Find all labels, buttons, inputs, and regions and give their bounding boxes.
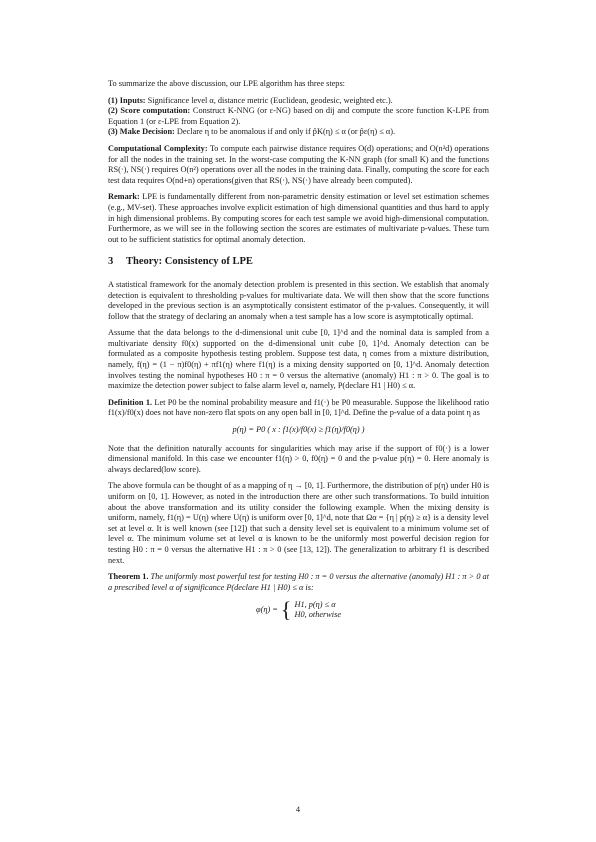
decision-rule-equation	[108, 599, 489, 621]
algorithm-steps	[108, 96, 489, 138]
theorem-paragraph	[108, 572, 489, 593]
complexity-text: To compute each pairwise distance requires O(d) operations; and O(n²d) operations for all the nodes in the training set. In the worst-case computing the K-NN graph (for small K) and the functions RS(·), NS(·) requires O(n²) operations over all the nodes in the training data. Finally, computing the score for each test data requires O(nd+n) operations(given that RS(·), NS(·) have already been computed).	[108, 143, 489, 185]
equation-case-1: H1, p(η) ≤ α	[294, 600, 336, 610]
pvalue-equation: p(η) = P0 ( x : f1(x)/f0(x) ≥ f1(η)/f0(η) )	[232, 425, 365, 435]
theorem-text: The uniformly most powerful test for testing H0 : π = 0 versus the alternative (anomaly) H1 : π > 0 at a prescribed level α of significance P(declare H1 | H0) ≤ α is:	[108, 572, 490, 592]
page-body	[108, 79, 489, 631]
step-inputs	[108, 96, 489, 107]
step-decision	[108, 127, 489, 138]
section-heading	[108, 257, 489, 268]
intro-paragraph: To summarize the above discussion, our LPE algorithm has three steps:	[108, 79, 345, 88]
equation-case-2: H0, otherwise	[294, 610, 342, 620]
step-label: (2) Score computation:	[108, 106, 191, 116]
theorem-label: Theorem 1.	[108, 572, 149, 582]
step-score	[108, 106, 489, 127]
section-number: 3	[108, 256, 114, 268]
definition-paragraph	[108, 398, 489, 419]
step-label: (3) Make Decision:	[108, 127, 175, 137]
remark-label: Remark:	[108, 192, 140, 202]
theory-paragraph-1: A statistical framework for the anomaly detection problem is presented in this section. We establish that anomaly detection is equivalent to thresholding p-values for multivariate data. We will then show that the score functions developed in the previous section is an asymptotically consistent estimator of the p-values. Consequently, it will follow that the strategy of declaring an anomaly when a test sample has a low score is asymptotically optimal.	[108, 279, 489, 321]
definition-text: Let P0 be the nominal probability measure and f1(·) be P0 measurable. Suppose the likelihood ratio f1(x)/f0(x) does not have non-zero flat spots on any open ball in [0, 1]^d. Define the p-value of a data point η as	[108, 397, 489, 418]
definition-label: Definition 1.	[108, 397, 153, 407]
step-label: (1) Inputs:	[108, 95, 146, 105]
complexity-label: Computational Complexity:	[108, 143, 208, 153]
theory-paragraph-4: The above formula can be thought of as a mapping of η → [0, 1]. Furthermore, the distribution of p(η) under H0 is uniform on [0, 1]. However, as noted in the introduction there are other such transformations. To build intuition about the above transformation and its utility consider the following example. When the mixing density is uniform, namely, f1(η) = U(η) where U(η) is uniform over [0, 1]^d, note that Ωα = {η | p(η) ≥ α} is a density level set at level α. It is well known (see [12]) that such a density level set is equivalent to a minimum volume set of level α. The minimum volume set at level α is known to be the uniformly most powerful decision region for testing H0 : π = 0 versus the alternative H1 : π > 0 (see [13, 12]). The generalization to arbitrary f1 is described next.	[108, 481, 489, 565]
step-text: Significance level α, distance metric (Euclidean, geodesic, weighted etc.).	[147, 95, 393, 105]
equation-lhs: φ(η) =	[255, 605, 278, 615]
left-brace: {	[280, 597, 292, 623]
theory-paragraph-2: Assume that the data belongs to the d-dimensional unit cube [0, 1]^d and the nominal data is sampled from a multivariate density f0(x) supported on the d-dimensional unit cube [0, 1]^d. Anomaly detection can be formulated as a composite hypothesis testing problem. Suppose test data, η comes from a mixture distribution, namely, f(η) = (1 − π)f0(η) + πf1(η) where f1(η) is a mixing density supported on [0, 1]^d. Anomaly detection involves testing the nominal hypotheses H0 : π = 0 versus the alternative (anomaly) H1 : π > 0. The goal is to maximize the detection power subject to false alarm level α, namely, P(declare H1 | H0) ≤ α.	[108, 328, 489, 391]
remark-paragraph	[108, 192, 489, 245]
remark-text: LPE is fundamentally different from non-parametric density estimation or level set estimation schemes (e.g., MV-set). These approaches involve explicit estimation of high dimensional quantities and thus hard to apply in high dimensional problems. By computing scores for each test sample we avoid high-dimensional computation. Furthermore, as we will see in the following section the scores are estimates of multivariate p-values. These turn out to be sufficient statistics for optimal anomaly detection.	[108, 192, 489, 244]
page-number: 4	[295, 805, 301, 814]
complexity-paragraph	[108, 144, 489, 186]
section-title: Theory: Consistency of LPE	[126, 256, 253, 268]
step-text: Construct K-NNG (or ε-NG) based on dij and compute the score function K-LPE from Equation 1 (or ε-LPE from Equation 2).	[108, 106, 490, 126]
theory-paragraph-3: Note that the definition naturally accounts for singularities which may arise if the support of f0(·) is a lower dimensional manifold. In this case we encounter f1(η) > 0, f0(η) = 0 and the p-value p(η) = 0. Here anomaly is always declared(low score).	[108, 443, 489, 474]
equation-cases	[294, 600, 341, 620]
step-text: Declare η to be anomalous if and only if p̂K(η) ≤ α (or p̂ε(η) ≤ α).	[176, 127, 396, 137]
